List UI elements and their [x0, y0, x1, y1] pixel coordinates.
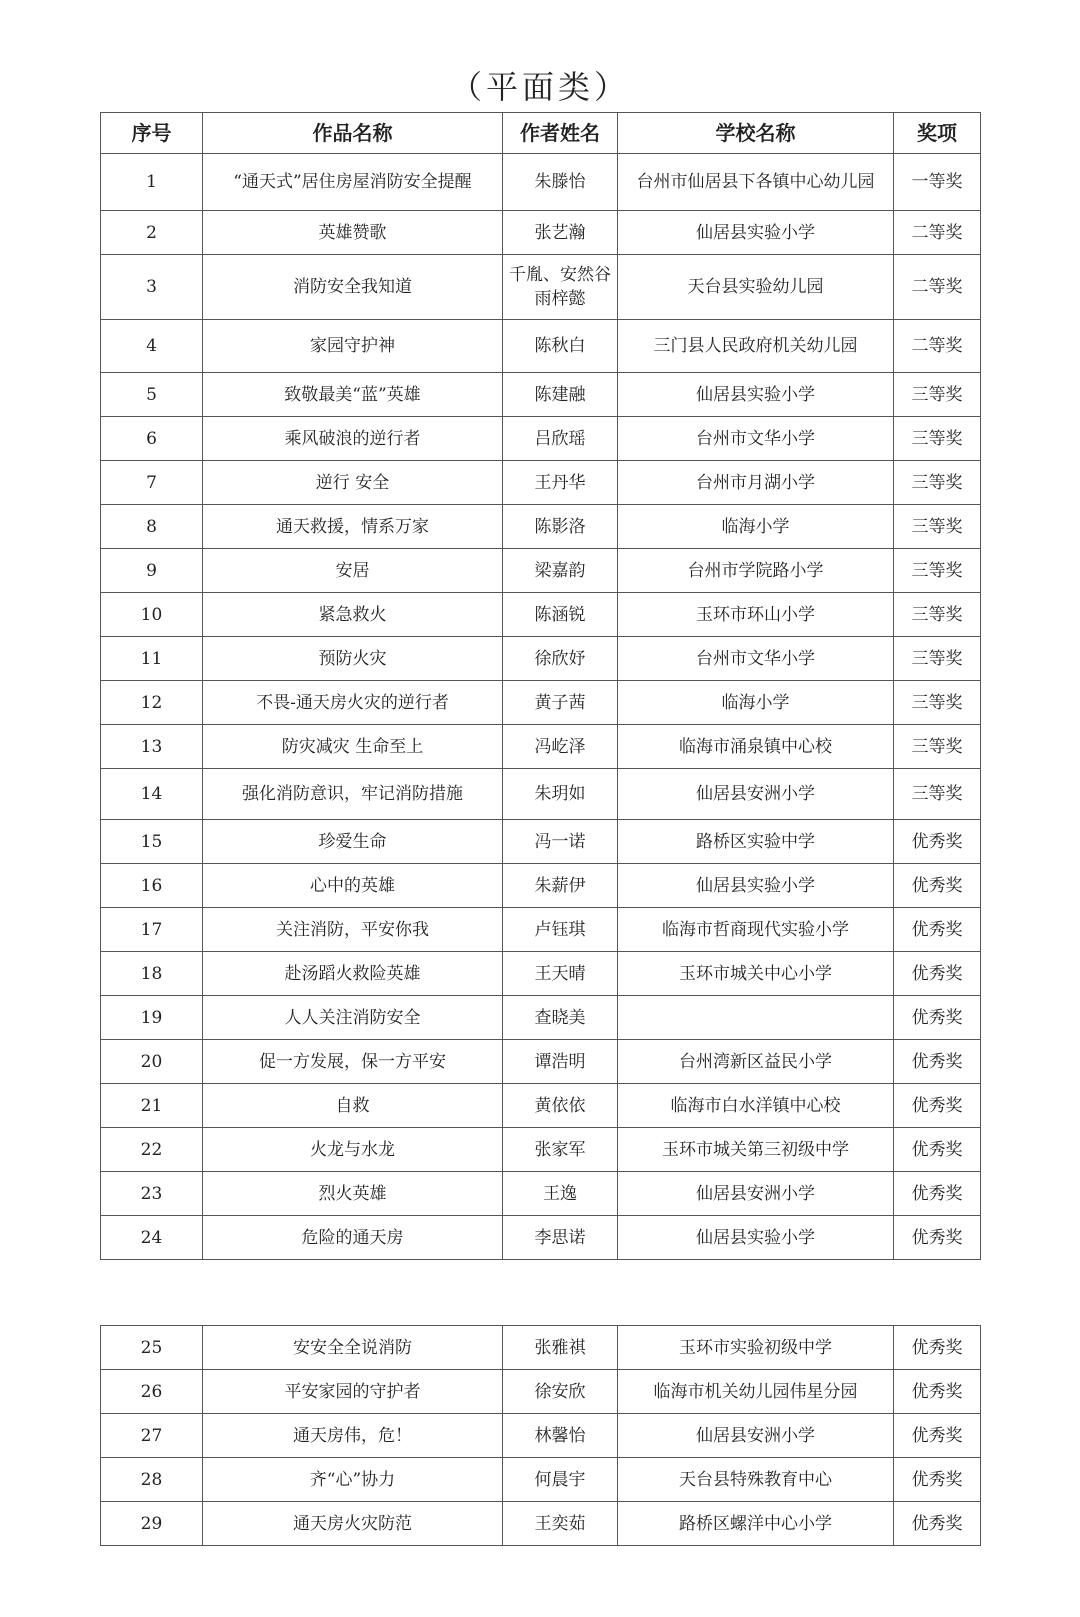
- school-name: 台州市文华小学: [618, 637, 894, 681]
- table-row: [101, 373, 981, 417]
- table-row: [101, 1414, 981, 1458]
- school-name: 仙居县实验小学: [618, 864, 894, 908]
- award-level: 优秀奖: [894, 908, 981, 952]
- row-number: 8: [101, 505, 203, 549]
- award-level: 二等奖: [894, 211, 981, 255]
- work-title: 通天房火灾防范: [203, 1502, 503, 1546]
- author-name: 陈影洛: [503, 505, 618, 549]
- work-title: 人人关注消防安全: [203, 996, 503, 1040]
- work-title: 促一方发展，保一方平安: [203, 1040, 503, 1084]
- school-name: 临海小学: [618, 505, 894, 549]
- table-row: [101, 996, 981, 1040]
- row-number: 23: [101, 1172, 203, 1216]
- table-row: [101, 1326, 981, 1370]
- table-row: [101, 1040, 981, 1084]
- table-row: [101, 255, 981, 320]
- work-title: 通天救援，情系万家: [203, 505, 503, 549]
- table-header-row: [101, 113, 981, 154]
- row-number: 28: [101, 1458, 203, 1502]
- award-level: 优秀奖: [894, 1172, 981, 1216]
- table-row: [101, 1216, 981, 1260]
- author-name: 林馨怡: [503, 1414, 618, 1458]
- award-level: 优秀奖: [894, 1370, 981, 1414]
- work-title: 防灾减灾 生命至上: [203, 725, 503, 769]
- row-number: 2: [101, 211, 203, 255]
- author-name: 徐安欣: [503, 1370, 618, 1414]
- school-name: 台州市月湖小学: [618, 461, 894, 505]
- table-row: [101, 549, 981, 593]
- header-school: 学校名称: [618, 113, 894, 154]
- school-name: 三门县人民政府机关幼儿园: [618, 320, 894, 373]
- author-name: 何晨宇: [503, 1458, 618, 1502]
- work-title: 紧急救火: [203, 593, 503, 637]
- row-number: 20: [101, 1040, 203, 1084]
- row-number: 27: [101, 1414, 203, 1458]
- school-name: 仙居县安洲小学: [618, 1172, 894, 1216]
- work-title: 通天房伟，危！: [203, 1414, 503, 1458]
- header-award: 奖项: [894, 113, 981, 154]
- school-name: 天台县实验幼儿园: [618, 255, 894, 320]
- author-name: 查晓美: [503, 996, 618, 1040]
- author-name: 陈涵锐: [503, 593, 618, 637]
- award-level: 三等奖: [894, 461, 981, 505]
- work-title: 致敬最美“蓝”英雄: [203, 373, 503, 417]
- row-number: 29: [101, 1502, 203, 1546]
- author-name: 张艺瀚: [503, 211, 618, 255]
- author-name: 梁嘉韵: [503, 549, 618, 593]
- table-row: [101, 637, 981, 681]
- awards-table-continued: [100, 1325, 981, 1546]
- row-number: 16: [101, 864, 203, 908]
- work-title: 自救: [203, 1084, 503, 1128]
- header-work: 作品名称: [203, 113, 503, 154]
- row-number: 3: [101, 255, 203, 320]
- page-title: （平面类）: [449, 68, 630, 106]
- work-title: 关注消防，平安你我: [203, 908, 503, 952]
- author-name: 张雅祺: [503, 1326, 618, 1370]
- work-title: 火龙与水龙: [203, 1128, 503, 1172]
- table-row: [101, 505, 981, 549]
- author-name: 张家军: [503, 1128, 618, 1172]
- work-title: 逆行 安全: [203, 461, 503, 505]
- award-level: 三等奖: [894, 505, 981, 549]
- row-number: 15: [101, 820, 203, 864]
- work-title: 不畏-通天房火灾的逆行者: [203, 681, 503, 725]
- work-title: 齐“心”协力: [203, 1458, 503, 1502]
- table-row: [101, 417, 981, 461]
- author-name: 吕欣瑶: [503, 417, 618, 461]
- row-number: 1: [101, 154, 203, 211]
- row-number: 9: [101, 549, 203, 593]
- school-name: 仙居县实验小学: [618, 1216, 894, 1260]
- row-number: 10: [101, 593, 203, 637]
- award-level: 二等奖: [894, 320, 981, 373]
- header-author: 作者姓名: [503, 113, 618, 154]
- row-number: 24: [101, 1216, 203, 1260]
- row-number: 17: [101, 908, 203, 952]
- school-name: 仙居县实验小学: [618, 373, 894, 417]
- row-number: 4: [101, 320, 203, 373]
- school-name: 仙居县安洲小学: [618, 1414, 894, 1458]
- school-name: 仙居县安洲小学: [618, 769, 894, 820]
- table-row: [101, 1458, 981, 1502]
- author-name: 王逸: [503, 1172, 618, 1216]
- award-level: 优秀奖: [894, 1084, 981, 1128]
- row-number: 25: [101, 1326, 203, 1370]
- author-name: 朱薪伊: [503, 864, 618, 908]
- school-name: [618, 996, 894, 1040]
- author-name: 卢钰琪: [503, 908, 618, 952]
- table-row: [101, 1128, 981, 1172]
- award-level: 优秀奖: [894, 1040, 981, 1084]
- school-name: 台州市文华小学: [618, 417, 894, 461]
- header-no: 序号: [101, 113, 203, 154]
- award-level: 优秀奖: [894, 1216, 981, 1260]
- award-level: 优秀奖: [894, 1128, 981, 1172]
- table-row: [101, 593, 981, 637]
- work-title: 危险的通天房: [203, 1216, 503, 1260]
- row-number: 6: [101, 417, 203, 461]
- table-row: [101, 820, 981, 864]
- table-row: [101, 154, 981, 211]
- school-name: 台州湾新区益民小学: [618, 1040, 894, 1084]
- work-title: 家园守护神: [203, 320, 503, 373]
- award-level: 三等奖: [894, 725, 981, 769]
- school-name: 路桥区实验中学: [618, 820, 894, 864]
- award-level: 优秀奖: [894, 952, 981, 996]
- school-name: 玉环市实验初级中学: [618, 1326, 894, 1370]
- author-name: 朱玥如: [503, 769, 618, 820]
- award-level: 三等奖: [894, 593, 981, 637]
- table-row: [101, 1502, 981, 1546]
- award-level: 二等奖: [894, 255, 981, 320]
- school-name: 临海市机关幼儿园伟星分园: [618, 1370, 894, 1414]
- row-number: 13: [101, 725, 203, 769]
- row-number: 12: [101, 681, 203, 725]
- table-row: [101, 864, 981, 908]
- table-row: [101, 952, 981, 996]
- row-number: 14: [101, 769, 203, 820]
- row-number: 26: [101, 1370, 203, 1414]
- school-name: 临海市哲商现代实验小学: [618, 908, 894, 952]
- award-level: 三等奖: [894, 417, 981, 461]
- award-level: 三等奖: [894, 681, 981, 725]
- author-name: 黄依依: [503, 1084, 618, 1128]
- school-name: 临海市涌泉镇中心校: [618, 725, 894, 769]
- work-title: 英雄赞歌: [203, 211, 503, 255]
- work-title: 珍爱生命: [203, 820, 503, 864]
- table-row: [101, 1084, 981, 1128]
- table-row: [101, 320, 981, 373]
- awards-table: [100, 112, 981, 1260]
- author-name: 王奕茹: [503, 1502, 618, 1546]
- school-name: 路桥区螺洋中心小学: [618, 1502, 894, 1546]
- author-name: 陈秋白: [503, 320, 618, 373]
- award-level: 三等奖: [894, 549, 981, 593]
- work-title: 安安全全说消防: [203, 1326, 503, 1370]
- award-level: 优秀奖: [894, 1502, 981, 1546]
- table-row: [101, 725, 981, 769]
- school-name: 台州市仙居县下各镇中心幼儿园: [618, 154, 894, 211]
- author-name: 谭浩明: [503, 1040, 618, 1084]
- author-name: 千胤、安然谷雨梓懿: [503, 255, 618, 320]
- award-level: 三等奖: [894, 637, 981, 681]
- work-title: 乘风破浪的逆行者: [203, 417, 503, 461]
- author-name: 冯屹泽: [503, 725, 618, 769]
- author-name: 冯一诺: [503, 820, 618, 864]
- table-row: [101, 1172, 981, 1216]
- school-name: 临海市白水洋镇中心校: [618, 1084, 894, 1128]
- award-level: 优秀奖: [894, 1326, 981, 1370]
- author-name: 陈建融: [503, 373, 618, 417]
- author-name: 李思诺: [503, 1216, 618, 1260]
- row-number: 5: [101, 373, 203, 417]
- award-level: 优秀奖: [894, 996, 981, 1040]
- table-row: [101, 769, 981, 820]
- table-row: [101, 681, 981, 725]
- author-name: 徐欣妤: [503, 637, 618, 681]
- school-name: 玉环市城关第三初级中学: [618, 1128, 894, 1172]
- author-name: 王丹华: [503, 461, 618, 505]
- school-name: 玉环市环山小学: [618, 593, 894, 637]
- row-number: 7: [101, 461, 203, 505]
- table-row: [101, 908, 981, 952]
- work-title: 赴汤蹈火救险英雄: [203, 952, 503, 996]
- school-name: 仙居县实验小学: [618, 211, 894, 255]
- author-name: 王天晴: [503, 952, 618, 996]
- school-name: 临海小学: [618, 681, 894, 725]
- work-title: 烈火英雄: [203, 1172, 503, 1216]
- award-level: 优秀奖: [894, 864, 981, 908]
- work-title: “通天式”居住房屋消防安全提醒: [203, 154, 503, 211]
- award-level: 三等奖: [894, 769, 981, 820]
- award-level: 一等奖: [894, 154, 981, 211]
- table-row: [101, 1370, 981, 1414]
- school-name: 台州市学院路小学: [618, 549, 894, 593]
- author-name: 朱滕怡: [503, 154, 618, 211]
- table-row: [101, 211, 981, 255]
- table-row: [101, 461, 981, 505]
- work-title: 预防火灾: [203, 637, 503, 681]
- row-number: 11: [101, 637, 203, 681]
- work-title: 强化消防意识，牢记消防措施: [203, 769, 503, 820]
- award-level: 优秀奖: [894, 1458, 981, 1502]
- row-number: 19: [101, 996, 203, 1040]
- work-title: 消防安全我知道: [203, 255, 503, 320]
- work-title: 心中的英雄: [203, 864, 503, 908]
- work-title: 平安家园的守护者: [203, 1370, 503, 1414]
- row-number: 21: [101, 1084, 203, 1128]
- award-level: 优秀奖: [894, 1414, 981, 1458]
- school-name: 天台县特殊教育中心: [618, 1458, 894, 1502]
- school-name: 玉环市城关中心小学: [618, 952, 894, 996]
- row-number: 22: [101, 1128, 203, 1172]
- award-level: 优秀奖: [894, 820, 981, 864]
- row-number: 18: [101, 952, 203, 996]
- work-title: 安居: [203, 549, 503, 593]
- award-level: 三等奖: [894, 373, 981, 417]
- author-name: 黄子茜: [503, 681, 618, 725]
